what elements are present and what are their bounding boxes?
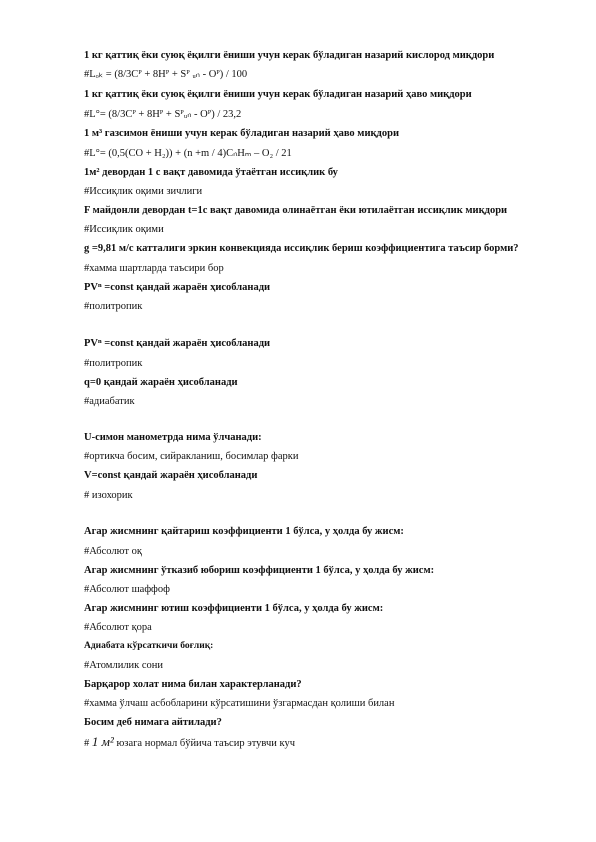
answer-line: #хамма ўлчаш асбобларини кўрсатишини ўзгармасдан қолиши билан	[84, 698, 395, 709]
question-line: 1 м³ газсимон ёниши учун керак бўладиган назарий ҳаво миқдори	[84, 128, 399, 139]
question-line: 1м² девордан 1 с вақт давомида ўтаётган иссиқлик бу	[84, 167, 338, 178]
question-line: Агар жисмнинг ўтказиб юбориш коэффициенти 1 бўлса, у ҳолда бу жисм:	[84, 565, 435, 576]
answer-line: #Иссиқлик оқими зичлиги	[84, 186, 203, 197]
question-line: PVⁿ =const қандай жараён ҳисобланади	[84, 338, 271, 349]
answer-line: # изохорик	[84, 490, 133, 501]
answer-line: #Lₒₖ = (8/3Cᴾ + 8Hᴾ + Sᴾ ᵤₙ - Oᴾ) / 100	[84, 69, 248, 80]
answer-line: #адиабатик	[84, 396, 135, 407]
answer-line: #Абсолют оқ	[84, 546, 142, 557]
answer-line: #L°= (0,5(CO + H₂)) + (n +m / 4)CₙHₘ – O₂ / 21	[84, 148, 292, 159]
answer-text: юзага нормал бўйича таъсир этувчи куч	[116, 738, 295, 749]
answer-line: #Атомлилик сони	[84, 660, 164, 671]
question-line: U-симон манометрда нима ўлчанади:	[84, 432, 262, 443]
area-formula: 1 м²	[91, 734, 114, 749]
answer-line: #Абсолют шаффоф	[84, 584, 170, 595]
question-line: q=0 қандай жараён ҳисобланади	[84, 377, 238, 388]
answer-line: #политропик	[84, 358, 143, 369]
answer-line: #ортикча босим, сийракланиш, босимлар фарки	[84, 451, 299, 462]
answer-line: #Абсолют қора	[84, 622, 152, 633]
question-line: F майдонли девордан t=1с вақт давомида олинаётган ёки ютилаётган иссиқлик миқдори	[84, 205, 508, 216]
question-line: V=const қандай жараён ҳисобланади	[84, 470, 258, 481]
answer-prefix: #	[84, 738, 90, 749]
question-line: PVⁿ =const қандай жараён ҳисобланади	[84, 282, 271, 293]
answer-line: #политропик	[84, 301, 143, 312]
question-line: 1 кг қаттиқ ёки суюқ ёқилги ёниши учун керак бўладиган назарий кислород миқдори	[84, 50, 495, 61]
question-line: Агар жисмнинг қайтариш коэффициенти 1 бўлса, у ҳолда бу жисм:	[84, 526, 404, 537]
question-line: Агар жисмнинг ютиш коэффициенти 1 бўлса, у ҳолда бу жисм:	[84, 603, 384, 614]
question-line: g =9,81 м/с катталиги эркин конвекцияда иссиқлик бериш коэффициентига таъсир борми?	[84, 243, 519, 254]
answer-line-last	[84, 735, 295, 750]
answer-line: #L°= (8/3Cᴾ + 8Hᴾ + Sᴾᵤₙ - Oᴾ) / 23,2	[84, 109, 242, 120]
question-line: Босим деб нимага айтилади?	[84, 717, 222, 728]
question-line: Барқарор холат нима билан характерланади?	[84, 679, 302, 690]
answer-line: #Иссиқлик оқими	[84, 224, 164, 235]
question-line: Адиабата кўрсаткичи боғлиқ:	[84, 641, 214, 651]
answer-line: #хамма шартларда таъсири бор	[84, 263, 224, 274]
question-line: 1 кг қаттиқ ёки суюқ ёқилги ёниши учун керак бўладиган назарий ҳаво миқдори	[84, 89, 472, 100]
